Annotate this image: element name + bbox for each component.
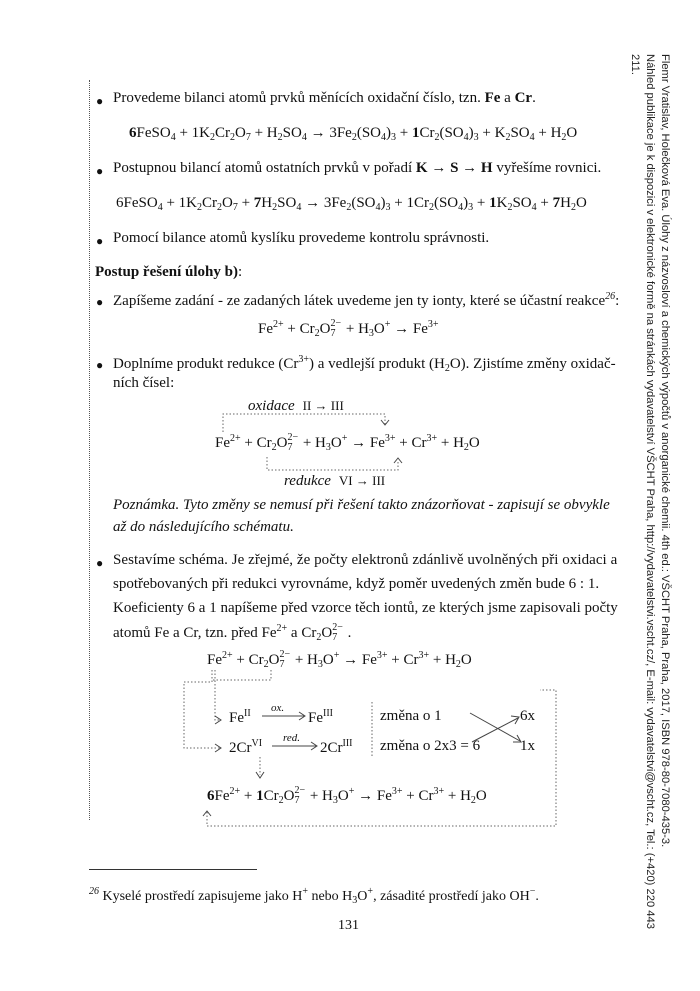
scheme-row-1-left: $Fe^{II}$ [229,708,251,726]
bullet-6-line-1: Sestavíme schéma. Je zřejmé, že počty elektronů zdánlivě uvolněných při oxidaci a [113,552,618,568]
bullet-marker: ● [96,358,104,372]
equation-2: 6FeSO$_4$ + $1K_2Cr_2O_7 + 7H_2SO_4 \to 3Fe_2(SO_4)_3 + 1Cr_2(SO_4)_3 + 1K_2SO_4 + 7H_2O$ [116,195,587,213]
bullet-2-text: Postupnou bilancí atomů ostatních prvků v pořadí K → S → H vyřešíme rovnici. [113,160,602,176]
equation-4: $Fe^{2+} + Cr_2O$ 2− 7 + $H_3O^+ \to Fe^{3+} + Cr^{3+} + H_2O$ [215,431,480,453]
bullet-6-line-4: atomů Fe a Cr, tzn. před $Fe^{2+}$ a $Cr_2O$ 2− 7 . [113,621,352,643]
scheme-row-1-change: změna o 1 [380,708,442,724]
bullet-marker: ● [96,94,104,108]
scheme-row-2-factor: 1x [520,738,535,754]
scheme-row-1-factor: 6x [520,708,535,724]
note-line-1: Poznámka. Tyto změny se nemusí při řešení takto znázorňovat - zapisují se obvykle [113,497,610,513]
footnote: $^{26}$ Kyselé prostředí zapisujeme jako H+ nebo $H_3O^+$, zásadité prostředí jako OH−. [89,886,539,906]
scheme-row-1-arrow-label: ox. [271,702,285,714]
scheme-row-2-left: $2Cr^{VI}$ [229,738,263,756]
reduction-label: redukce VI → III [284,473,386,489]
note-line-2: až do následujícího schématu. [113,519,294,535]
scheme-row-1-right: $Fe^{III}$ [308,708,333,726]
equation-1: 6FeSO$_4$ + $1K_2Cr_2O_7 + H_2SO_4 \to 3Fe_2(SO_4)_3 + 1Cr_2(SO_4)_3 + K_2SO_4 + H_2O$ [129,125,578,143]
bullet-marker: ● [96,164,104,178]
bullet-6-line-3: Koeficienty 6 a 1 napíšeme před vzorce těch iontů, ze kterých jsme zapisovali počty [113,600,618,616]
bullet-marker: ● [96,234,104,248]
section-heading-b: Postup řešení úlohy b): [95,264,243,280]
side-citation-line-2: Náhled publikace je k dispozici v elektronické formě na stránkách vydavatelství VŠCHT Praha, http://vydavatelstvi.vscht.cz/, E-mail: vydavatelstvi@vscht.cz, Tel.: (+420) 220 443 211. [629,54,656,929]
side-citation-line-1: Flemr Vratislav, Holečková Eva. Úlohy z názvosloví a chemických výpočtů v anorganické chemii. 4th ed.: VŠCHT Praha, Praha, 2017, ISBN 978-80-7080-435-3. [659,54,671,848]
bullet-marker: ● [96,295,104,309]
bullet-6-line-2: spotřebovaných při redukci vyrovnáme, když poměr uvedených změn bude 6 : 1. [113,576,600,592]
bullet-4-text: Zapíšeme zadání - ze zadaných látek uvedeme jen ty ionty, které se účastní reakce$^{26}$: [113,291,620,309]
scheme-row-2-change: změna o 2x3 = 6 [380,738,481,754]
scheme-row-2-arrow-label: red. [283,732,301,744]
bullet-5-line-2: ních čísel: [113,375,175,391]
equation-3: $Fe^{2+} + Cr_2O$ 2− 7 + $H_3O^+ \to Fe^{3+}$ [258,317,439,339]
scheme-row-2-right: $2Cr^{III}$ [320,738,353,756]
page-number: 131 [338,918,359,933]
side-citation [627,54,672,934]
scheme-2-equation: $Fe^{2+} + Cr_2O$ 2− 7 + $H_3O^+ \to Fe^{3+} + Cr^{3+} + H_2O$ [207,648,472,670]
bullet-1-text: Provedeme bilanci atomů prvků měnících oxidační číslo, tzn. Fe a Cr. [113,90,536,106]
bullet-3-text: Pomocí bilance atomů kyslíku provedeme kontrolu správnosti. [113,230,490,246]
bullet-marker: ● [96,556,104,570]
oxidation-label: oxidace II → III [248,398,344,414]
bullet-5-line-1: Doplníme produkt redukce $(Cr^{3+})$ a vedlejší produkt $(H_2O)$. Zjistíme změny oxidač- [113,354,616,374]
footnote-rule [89,869,257,870]
final-equation: $6Fe^{2+} + 1Cr_2O$ 2− 7 + $H_3O^+ \to Fe^{3+} + Cr^{3+} + H_2O$ [207,784,487,806]
